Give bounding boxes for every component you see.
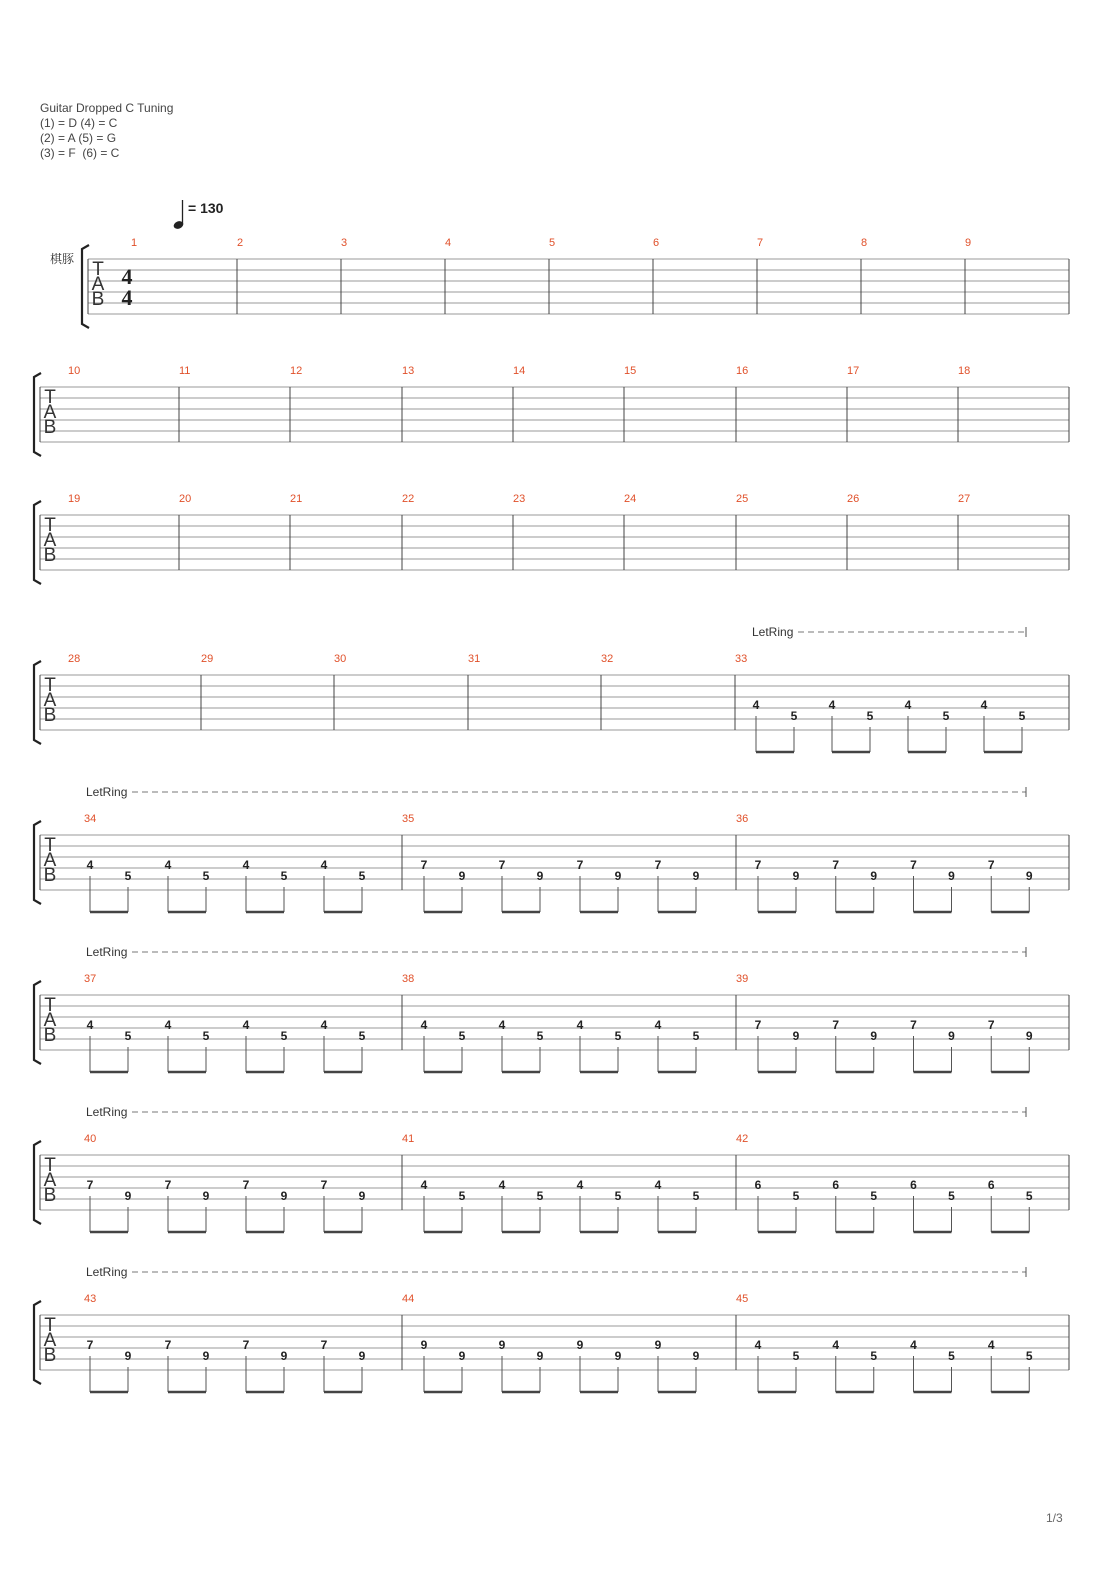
fret-number-string-5: 9	[458, 869, 466, 883]
fret-number-string-5: 9	[614, 869, 622, 883]
measure-number: 40	[84, 1133, 97, 1145]
fret-number-string-4: 7	[164, 1338, 172, 1352]
fret-number-string-4: 7	[654, 858, 662, 872]
fret-number-string-4: 7	[576, 858, 584, 872]
measure-number: 28	[68, 653, 81, 665]
fret-number-string-5: 9	[792, 1029, 800, 1043]
fret-number-string-4: 4	[498, 1018, 506, 1032]
fret-number-string-5: 5	[692, 1189, 700, 1203]
tab-clef-letter: B	[43, 545, 57, 566]
fret-number-string-5: 5	[458, 1029, 466, 1043]
fret-number-string-5: 5	[948, 1349, 955, 1363]
tab-clef-letter: B	[43, 1345, 57, 1366]
fret-number-string-5: 5	[942, 709, 950, 723]
fret-number-string-5: 9	[124, 1349, 132, 1363]
tab-clef-letter: A	[43, 1010, 57, 1031]
fret-number-string-4: 7	[320, 1178, 328, 1192]
fret-number-string-5: 9	[1025, 869, 1033, 883]
fret-number-string-4: 7	[86, 1338, 94, 1352]
fret-number-string-5: 5	[692, 1029, 700, 1043]
measure-number: 4	[445, 237, 452, 249]
fret-number-string-5: 5	[790, 709, 798, 723]
fret-number-string-5: 5	[870, 1189, 878, 1203]
fret-number-string-5: 5	[124, 869, 132, 883]
fret-number-string-4: 4	[754, 1338, 762, 1352]
fret-number-string-4: 6	[754, 1178, 762, 1192]
measure-number: 13	[402, 365, 415, 377]
measure-number: 21	[290, 493, 303, 505]
fret-number-string-4: 7	[987, 1018, 995, 1032]
tab-clef-letter: B	[43, 1185, 57, 1206]
tab-clef-letter: B	[91, 289, 105, 310]
fret-number-string-4: 4	[904, 698, 912, 712]
measure-number: 39	[736, 973, 749, 985]
fret-number-string-5: 5	[124, 1029, 132, 1043]
fret-number-string-5: 5	[1018, 709, 1026, 723]
fret-number-string-5: 9	[458, 1349, 466, 1363]
measure-number: 12	[290, 365, 303, 377]
tab-clef-letter: B	[43, 865, 57, 886]
fret-number-string-4: 7	[86, 1178, 94, 1192]
fret-number-string-4: 7	[754, 858, 762, 872]
fret-number-string-4: 9	[420, 1338, 428, 1352]
fret-number-string-5: 5	[866, 709, 874, 723]
tab-clef-letter: B	[43, 1025, 57, 1046]
fret-number-string-4: 4	[164, 858, 172, 872]
fret-number-string-4: 4	[86, 1018, 94, 1032]
fret-number-string-5: 9	[1025, 1029, 1033, 1043]
fret-number-string-4: 4	[86, 858, 94, 872]
fret-number-string-5: 9	[614, 1349, 622, 1363]
fret-number-string-5: 9	[692, 869, 700, 883]
fret-number-string-5: 5	[1025, 1349, 1033, 1363]
tab-clef-letter: A	[43, 1330, 57, 1351]
fret-number-string-4: 9	[576, 1338, 584, 1352]
fret-number-string-4: 4	[164, 1018, 172, 1032]
let-ring-label: LetRing	[86, 945, 128, 959]
measure-number: 24	[624, 493, 637, 505]
fret-number-string-4: 4	[242, 858, 250, 872]
measure-number: 30	[334, 653, 347, 665]
let-ring-label: LetRing	[86, 1105, 128, 1119]
measure-number: 34	[84, 813, 97, 825]
tab-clef-letter: T	[44, 1315, 56, 1336]
measure-number: 14	[513, 365, 526, 377]
time-signature-denominator: 4	[121, 285, 133, 310]
fret-number-string-4: 4	[320, 858, 328, 872]
measure-number: 17	[847, 365, 860, 377]
measure-number: 11	[179, 365, 191, 377]
tab-clef-letter: T	[44, 995, 56, 1016]
track-name: 棋豚	[50, 252, 75, 266]
measure-number: 41	[402, 1133, 415, 1145]
tab-clef-letter: A	[91, 274, 105, 295]
fret-number-string-5: 5	[614, 1029, 622, 1043]
measure-number: 5	[549, 237, 556, 249]
fret-number-string-5: 9	[536, 869, 544, 883]
tab-clef-letter: B	[43, 705, 57, 726]
fret-number-string-5: 9	[792, 869, 800, 883]
fret-number-string-5: 9	[948, 869, 955, 883]
fret-number-string-5: 9	[124, 1189, 132, 1203]
fret-number-string-5: 9	[870, 1029, 878, 1043]
fret-number-string-5: 5	[1025, 1189, 1033, 1203]
let-ring-label: LetRing	[86, 1265, 128, 1279]
fret-number-string-4: 7	[754, 1018, 762, 1032]
fret-number-string-4: 7	[320, 1338, 328, 1352]
tab-clef-letter: B	[43, 417, 57, 438]
fret-number-string-4: 7	[987, 858, 995, 872]
tab-clef-letter: T	[44, 675, 56, 696]
measure-number: 19	[68, 493, 81, 505]
fret-number-string-5: 9	[692, 1349, 700, 1363]
fret-number-string-5: 5	[792, 1349, 800, 1363]
fret-number-string-4: 7	[910, 858, 917, 872]
fret-number-string-4: 7	[242, 1178, 250, 1192]
fret-number-string-4: 4	[498, 1178, 506, 1192]
fret-number-string-5: 5	[202, 1029, 210, 1043]
fret-number-string-5: 9	[358, 1189, 366, 1203]
measure-number: 22	[402, 493, 415, 505]
fret-number-string-5: 9	[358, 1349, 366, 1363]
measure-number: 42	[736, 1133, 749, 1145]
fret-number-string-5: 5	[792, 1189, 800, 1203]
fret-number-string-4: 4	[320, 1018, 328, 1032]
measure-number: 37	[84, 973, 97, 985]
fret-number-string-4: 4	[654, 1018, 662, 1032]
fret-number-string-5: 5	[358, 1029, 366, 1043]
tab-clef-letter: A	[43, 530, 57, 551]
fret-number-string-4: 4	[654, 1178, 662, 1192]
measure-number: 2	[237, 237, 244, 249]
fret-number-string-5: 5	[536, 1029, 544, 1043]
fret-number-string-4: 7	[498, 858, 506, 872]
fret-number-string-5: 9	[280, 1349, 288, 1363]
tab-clef-letter: T	[44, 515, 56, 536]
fret-number-string-5: 5	[536, 1189, 544, 1203]
tab-clef-letter: A	[43, 850, 57, 871]
measure-number: 9	[965, 237, 972, 249]
tuning-line: (3) = F (6) = C	[40, 146, 120, 160]
fret-number-string-4: 7	[832, 1018, 840, 1032]
measure-number: 29	[201, 653, 214, 665]
tab-clef-letter: A	[43, 1170, 57, 1191]
let-ring-label: LetRing	[86, 785, 128, 799]
measure-number: 1	[131, 237, 138, 249]
measure-number: 16	[736, 365, 749, 377]
fret-number-string-4: 9	[498, 1338, 506, 1352]
fret-number-string-4: 4	[752, 698, 760, 712]
fret-number-string-4: 4	[828, 698, 836, 712]
fret-number-string-4: 6	[832, 1178, 840, 1192]
measure-number: 25	[736, 493, 749, 505]
tuning-line: (2) = A (5) = G	[40, 131, 117, 145]
measure-number: 23	[513, 493, 526, 505]
measure-number: 7	[757, 237, 764, 249]
fret-number-string-4: 4	[420, 1018, 428, 1032]
measure-number: 26	[847, 493, 860, 505]
measure-number: 3	[341, 237, 348, 249]
fret-number-string-5: 5	[202, 869, 210, 883]
measure-number: 36	[736, 813, 749, 825]
measure-number: 18	[958, 365, 971, 377]
tempo-value: = 130	[188, 200, 224, 216]
tab-clef-letter: A	[43, 690, 57, 711]
fret-number-string-4: 4	[987, 1338, 995, 1352]
fret-number-string-5: 5	[870, 1349, 878, 1363]
fret-number-string-4: 7	[910, 1018, 917, 1032]
fret-number-string-5: 5	[358, 869, 366, 883]
measure-number: 43	[84, 1293, 97, 1305]
measure-number: 33	[735, 653, 748, 665]
fret-number-string-5: 9	[948, 1029, 955, 1043]
fret-number-string-5: 5	[458, 1189, 466, 1203]
fret-number-string-4: 4	[242, 1018, 250, 1032]
let-ring-label: LetRing	[752, 625, 794, 639]
fret-number-string-4: 6	[910, 1178, 917, 1192]
tuning-title: Guitar Dropped C Tuning	[40, 101, 174, 115]
fret-number-string-5: 5	[280, 1029, 288, 1043]
tab-clef-letter: T	[44, 835, 56, 856]
fret-number-string-4: 4	[832, 1338, 840, 1352]
tab-clef-letter: T	[92, 259, 104, 280]
fret-number-string-5: 9	[870, 869, 878, 883]
fret-number-string-5: 9	[202, 1349, 210, 1363]
fret-number-string-4: 4	[910, 1338, 917, 1352]
page-number: 1/3	[1046, 1511, 1063, 1525]
measure-number: 35	[402, 813, 415, 825]
tab-clef-letter: T	[44, 387, 56, 408]
fret-number-string-4: 7	[420, 858, 428, 872]
fret-number-string-4: 7	[164, 1178, 172, 1192]
fret-number-string-5: 5	[280, 869, 288, 883]
tab-clef-letter: T	[44, 1155, 56, 1176]
fret-number-string-4: 6	[987, 1178, 995, 1192]
fret-number-string-5: 5	[614, 1189, 622, 1203]
measure-number: 31	[468, 653, 481, 665]
measure-number: 6	[653, 237, 660, 249]
fret-number-string-4: 7	[832, 858, 840, 872]
fret-number-string-4: 7	[242, 1338, 250, 1352]
fret-number-string-4: 4	[576, 1018, 584, 1032]
fret-number-string-5: 9	[280, 1189, 288, 1203]
measure-number: 15	[624, 365, 637, 377]
fret-number-string-4: 4	[576, 1178, 584, 1192]
measure-number: 8	[861, 237, 868, 249]
tuning-line: (1) = D (4) = C	[40, 116, 118, 130]
fret-number-string-5: 9	[536, 1349, 544, 1363]
measure-number: 20	[179, 493, 192, 505]
fret-number-string-5: 9	[202, 1189, 210, 1203]
measure-number: 38	[402, 973, 415, 985]
measure-number: 10	[68, 365, 81, 377]
fret-number-string-4: 4	[980, 698, 988, 712]
fret-number-string-5: 5	[948, 1189, 955, 1203]
measure-number: 32	[601, 653, 614, 665]
fret-number-string-4: 4	[420, 1178, 428, 1192]
tab-clef-letter: A	[43, 402, 57, 423]
measure-number: 45	[736, 1293, 749, 1305]
measure-number: 27	[958, 493, 971, 505]
time-signature-numerator: 4	[121, 264, 133, 289]
measure-number: 44	[402, 1293, 415, 1305]
fret-number-string-4: 9	[654, 1338, 662, 1352]
